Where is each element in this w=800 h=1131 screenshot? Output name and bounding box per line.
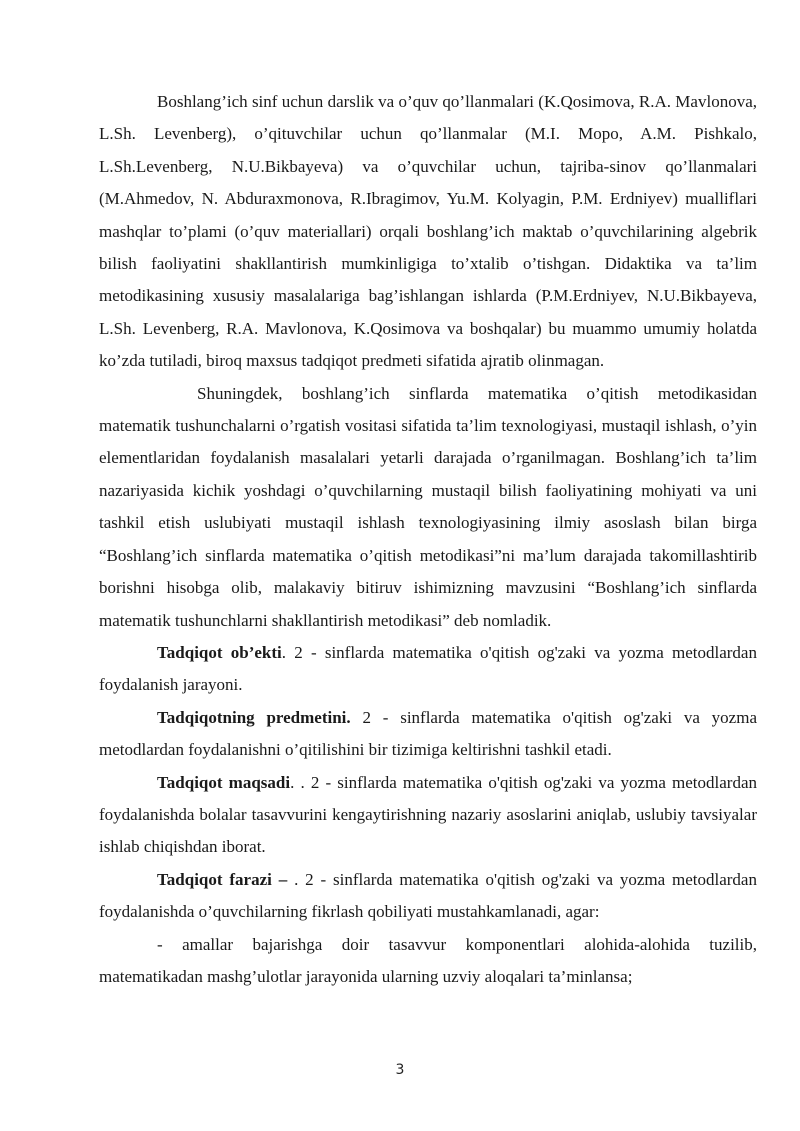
research-goal-text: . . 2 - sinflarda matematika o'qitish og'zaki va yozma metodlardan foydalanishda bolalar tasavvurini kengaytirishning nazariy asoslarini aniqlab, uslubiy tavsiyalar ishlab chiqishdan iborat. [99, 772, 757, 857]
paragraph-hypothesis-condition: - amallar bajarishga doir tasavvur komponentlari alohida-alohida tuzilib, matematikadan mashg’ulotlar jarayonida ularning uzviy aloqalari ta’minlansa; [99, 934, 757, 986]
research-subject-label: Tadqiqotning predmetini. [157, 707, 351, 727]
paragraph-research-hypothesis [99, 864, 757, 929]
research-object-text: . 2 - sinflarda matematika o'qitish og'zaki va yozma metodlardan foydalanish jarayoni. [99, 642, 757, 695]
research-goal-label: Tadqiqot maqsadi [157, 772, 291, 792]
paragraph-topic-justification: Shuningdek, boshlang’ich sinflarda matematika o’qitish metodikasidan matematik tushunchalarni o’rgatish vositasi sifatida ta’lim texnologiyasi, mustaqil ishlash, o’yin elementlaridan foydalanish masalalari yetarli darajada o’rganilmagan. Boshlang’ich ta’lim nazariyasida kichik yoshdagi o’quvchilarning mustaqil bilish faoliyatining mohiyati va uni tashkil etish uslubiyati mustaqil ishlash texnologiyasining ilmiy asoslash bilan birga “Boshlang’ich sinflarda matematika o’qitish metodikasi”ni ma’lum darajada takomillashtirib borishni hisobga olib, malakaviy bitiruv ishimizning mavzusini “Boshlang’ich sinflarda matematik tushunchlarni shakllantirish metodikasi” deb nomladik. [99, 383, 757, 630]
research-subject-text: 2 - sinflarda matematika o'qitish og'zaki va yozma metodlardan foydalanishni o’qitilishini bir tizimiga keltirishni tashkil etadi. [99, 707, 757, 760]
page-number: 3 [395, 1062, 405, 1078]
body-text [99, 86, 757, 993]
paragraph-research-object [99, 637, 757, 702]
research-object-label: Tadqiqot ob’ekti [157, 642, 282, 662]
paragraph-research-subject [99, 702, 757, 767]
research-hypothesis-label: Tadqiqot farazi – [157, 869, 288, 889]
research-hypothesis-text: . 2 - sinflarda matematika o'qitish og'zaki va yozma metodlardan foydalanishda o’quvchilarning fikrlash qobiliyati mustahkamlanadi, agar: [99, 869, 757, 922]
paragraph-research-goal [99, 767, 757, 864]
paragraph-literature-review: Boshlang’ich sinf uchun darslik va o’quv qo’llanmalari (K.Qosimova, R.A. Mavlonova, L.Sh. Levenberg), o’qituvchilar uchun qo’llanmalar (M.I. Mopo, A.M. Pishkalo, L.Sh.Levenberg, N.U.Bikbayeva) va o’quvchilar uchun, tajriba-sinov qo’llanmalari (M.Ahmedov, N. Abduraxmonova, R.Ibragimov, Yu.M. Kolyagin, P.M. Erdniyev) mualliflari mashqlar to’plami (o’quv materiallari) orqali boshlang’ich maktab o’quvchilarining algebrik bilish faoliyatini shakllantirish mumkinligiga to’xtalib o’tishgan. Didaktika va ta’lim metodikasining xususiy masalalariga bag’ishlangan ishlarda (P.M.Erdniyev, N.U.Bikbayeva, L.Sh. Levenberg, R.A. Mavlonova, K.Qosimova va boshqalar) bu muammo umumiy holatda ko’zda tutiladi, biroq maxsus tadqiqot predmeti sifatida ajratib olinmagan. [99, 92, 757, 371]
